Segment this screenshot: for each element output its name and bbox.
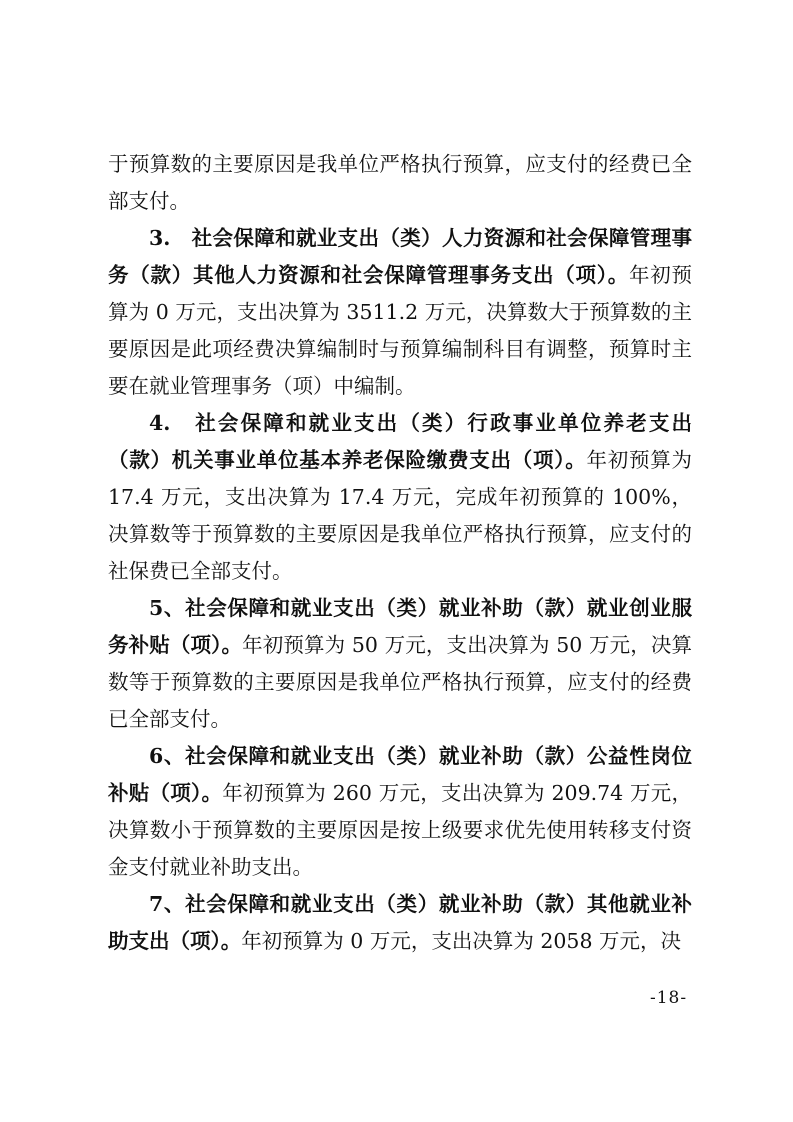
paragraph-continuation [108,146,692,220]
paragraph-heading: 5、社会保障和就业支出（类）就业补助（款）就业创业服务补贴（项）。 [108,596,692,657]
paragraph-item-5 [108,590,692,738]
paragraph-text: 于预算数的主要原因是我单位严格执行预算，应支付的经费已全部支付。 [108,152,692,213]
paragraph-text: 年初预算为 0 万元，支出决算为 3511.2 万元，决算数大于预算数的主要原因是此项经费决算编制时与预算编制科目有调整，预算时主要在就业管理事务（项）中编制。 [108,263,692,398]
body-text [108,146,692,960]
paragraph-text: 年初预算为 0 万元，支出决算为 2058 万元，决 [241,929,682,953]
paragraph-text: 年初预算为 50 万元，支出决算为 50 万元，决算数等于预算数的主要原因是我单位严格执行预算，应支付的经费已全部支付。 [108,633,692,731]
paragraph-text: 年初预算为 17.4 万元，支出决算为 17.4 万元，完成年初预算的 100%，决算数等于预算数的主要原因是我单位严格执行预算，应支付的社保费已全部支付。 [108,448,692,583]
paragraph-item-3 [108,220,692,405]
paragraph-heading: 4. 社会保障和就业支出（类）行政事业单位养老支出（款）机关事业单位基本养老保险缴费支出（项）。 [108,411,692,472]
paragraph-heading: 7、社会保障和就业支出（类）就业补助（款）其他就业补助支出（项）。 [108,892,692,953]
paragraph-item-7 [108,886,692,960]
paragraph-item-4 [108,405,692,590]
page-number: -18- [650,988,688,1008]
paragraph-text: 年初预算为 260 万元，支出决算为 209.74 万元，决算数小于预算数的主要原因是按上级要求优先使用转移支付资金支付就业补助支出。 [108,781,692,879]
paragraph-item-6 [108,738,692,886]
paragraph-heading: 6、社会保障和就业支出（类）就业补助（款）公益性岗位补贴（项）。 [108,744,692,805]
paragraph-heading: 3. 社会保障和就业支出（类）人力资源和社会保障管理事务（款）其他人力资源和社会保障管理事务支出（项）。 [108,226,692,287]
